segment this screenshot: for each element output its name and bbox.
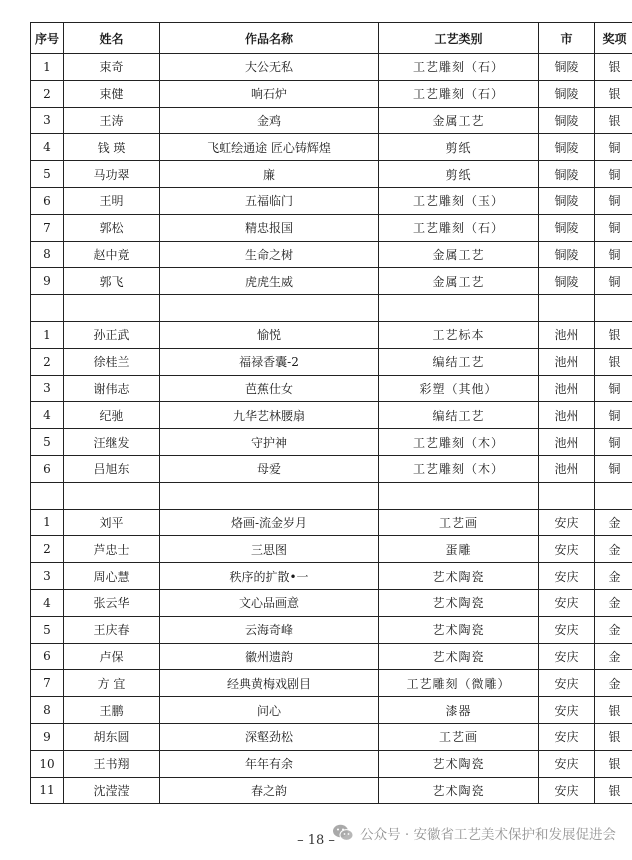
page-number: – 18 –: [297, 833, 335, 848]
cell-award: 银: [595, 80, 632, 107]
awards-table: [30, 22, 632, 804]
cell-category: 艺术陶瓷: [379, 750, 539, 777]
table-row: [31, 54, 632, 81]
cell-award: 银: [595, 348, 632, 375]
spacer-cell: [31, 482, 64, 509]
cell-city: 池州: [539, 375, 595, 402]
cell-seq: 1: [31, 54, 64, 81]
cell-category: 工艺雕刻（微雕）: [379, 670, 539, 697]
cell-name: 刘平: [64, 509, 160, 536]
spacer-cell: [64, 295, 160, 322]
cell-award: 铜: [595, 241, 632, 268]
cell-category: 编结工艺: [379, 402, 539, 429]
cell-name: 郭飞: [64, 268, 160, 295]
cell-seq: 10: [31, 750, 64, 777]
cell-award: 银: [595, 777, 632, 804]
cell-city: 铜陵: [539, 187, 595, 214]
cell-category: 金属工艺: [379, 241, 539, 268]
cell-name: 沈滢滢: [64, 777, 160, 804]
cell-seq: 6: [31, 643, 64, 670]
header-category: 工艺类别: [379, 23, 539, 54]
cell-city: 安庆: [539, 616, 595, 643]
table-row: [31, 777, 632, 804]
cell-seq: 3: [31, 375, 64, 402]
cell-seq: 9: [31, 268, 64, 295]
table-row: [31, 107, 632, 134]
watermark: [332, 823, 616, 843]
cell-work: 五福临门: [160, 187, 379, 214]
cell-work: 飞虹绘通途 匠心铸辉煌: [160, 134, 379, 161]
cell-name: 王明: [64, 187, 160, 214]
table-row: [31, 723, 632, 750]
cell-work: 金鸡: [160, 107, 379, 134]
table-row: [31, 348, 632, 375]
cell-category: 工艺雕刻（玉）: [379, 187, 539, 214]
cell-category: 艺术陶瓷: [379, 643, 539, 670]
cell-city: 安庆: [539, 643, 595, 670]
cell-work: 三思图: [160, 536, 379, 563]
cell-work: 廉: [160, 161, 379, 188]
cell-name: 束奇: [64, 54, 160, 81]
cell-name: 张云华: [64, 589, 160, 616]
watermark-text: 公众号 · 安徽省工艺美术保护和发展促进会: [360, 827, 616, 843]
cell-category: 工艺雕刻（石）: [379, 54, 539, 81]
cell-work: 响石炉: [160, 80, 379, 107]
table-row: [31, 750, 632, 777]
header-name: 姓名: [64, 23, 160, 54]
cell-award: 银: [595, 321, 632, 348]
cell-work: 文心品画意: [160, 589, 379, 616]
cell-award: 金: [595, 536, 632, 563]
spacer-cell: [379, 295, 539, 322]
cell-seq: 4: [31, 134, 64, 161]
table-row: [31, 670, 632, 697]
cell-seq: 4: [31, 589, 64, 616]
cell-city: 池州: [539, 348, 595, 375]
spacer-cell: [379, 482, 539, 509]
cell-award: 铜: [595, 402, 632, 429]
cell-work: 云海奇峰: [160, 616, 379, 643]
cell-city: 铜陵: [539, 161, 595, 188]
cell-category: 编结工艺: [379, 348, 539, 375]
cell-seq: 8: [31, 241, 64, 268]
cell-work: 问心: [160, 697, 379, 724]
cell-category: 艺术陶瓷: [379, 616, 539, 643]
cell-city: 池州: [539, 402, 595, 429]
cell-work: 福禄香囊-2: [160, 348, 379, 375]
group-spacer-row: [31, 295, 632, 322]
cell-work: 精忠报国: [160, 214, 379, 241]
cell-work: 生命之树: [160, 241, 379, 268]
cell-name: 马功翠: [64, 161, 160, 188]
cell-city: 铜陵: [539, 80, 595, 107]
cell-seq: 1: [31, 509, 64, 536]
cell-city: 铜陵: [539, 214, 595, 241]
cell-work: 母爱: [160, 455, 379, 482]
table-row: [31, 134, 632, 161]
cell-city: 安庆: [539, 563, 595, 590]
cell-award: 金: [595, 643, 632, 670]
cell-seq: 5: [31, 429, 64, 456]
cell-seq: 2: [31, 348, 64, 375]
cell-name: 钱 瑛: [64, 134, 160, 161]
cell-city: 安庆: [539, 750, 595, 777]
spacer-cell: [539, 482, 595, 509]
table-row: [31, 509, 632, 536]
cell-award: 银: [595, 54, 632, 81]
cell-award: 金: [595, 589, 632, 616]
cell-city: 安庆: [539, 589, 595, 616]
cell-name: 方 宜: [64, 670, 160, 697]
group-spacer-row: [31, 482, 632, 509]
table-row: [31, 80, 632, 107]
cell-city: 池州: [539, 429, 595, 456]
table-row: [31, 161, 632, 188]
cell-award: 银: [595, 723, 632, 750]
cell-category: 彩塑（其他）: [379, 375, 539, 402]
cell-city: 安庆: [539, 509, 595, 536]
cell-work: 深壑劲松: [160, 723, 379, 750]
cell-work: 大公无私: [160, 54, 379, 81]
cell-award: 银: [595, 107, 632, 134]
cell-city: 安庆: [539, 536, 595, 563]
cell-seq: 5: [31, 616, 64, 643]
cell-seq: 11: [31, 777, 64, 804]
spacer-cell: [160, 482, 379, 509]
cell-city: 安庆: [539, 777, 595, 804]
cell-city: 铜陵: [539, 107, 595, 134]
cell-category: 工艺标本: [379, 321, 539, 348]
cell-category: 金属工艺: [379, 107, 539, 134]
spacer-cell: [64, 482, 160, 509]
cell-name: 王鹏: [64, 697, 160, 724]
table-row: [31, 402, 632, 429]
cell-name: 芦忠士: [64, 536, 160, 563]
spacer-cell: [160, 295, 379, 322]
table-row: [31, 536, 632, 563]
cell-name: 王庆春: [64, 616, 160, 643]
cell-name: 卢保: [64, 643, 160, 670]
cell-award: 铜: [595, 429, 632, 456]
table-row: [31, 697, 632, 724]
cell-name: 束健: [64, 80, 160, 107]
cell-work: 愉悦: [160, 321, 379, 348]
table-row: [31, 268, 632, 295]
cell-name: 徐桂兰: [64, 348, 160, 375]
table-row: [31, 214, 632, 241]
cell-category: 艺术陶瓷: [379, 563, 539, 590]
cell-name: 胡东圆: [64, 723, 160, 750]
cell-seq: 4: [31, 402, 64, 429]
cell-work: 守护神: [160, 429, 379, 456]
cell-seq: 3: [31, 563, 64, 590]
cell-award: 金: [595, 563, 632, 590]
cell-city: 铜陵: [539, 241, 595, 268]
cell-category: 工艺画: [379, 723, 539, 750]
wechat-icon: [332, 824, 354, 842]
spacer-cell: [595, 482, 632, 509]
cell-work: 芭蕉仕女: [160, 375, 379, 402]
cell-category: 剪纸: [379, 134, 539, 161]
cell-city: 铜陵: [539, 134, 595, 161]
cell-award: 金: [595, 616, 632, 643]
cell-work: 九华艺林腰扇: [160, 402, 379, 429]
table-row: [31, 429, 632, 456]
cell-seq: 7: [31, 670, 64, 697]
cell-category: 工艺雕刻（石）: [379, 80, 539, 107]
table-body: [31, 54, 632, 804]
cell-seq: 9: [31, 723, 64, 750]
cell-city: 铜陵: [539, 268, 595, 295]
cell-city: 安庆: [539, 723, 595, 750]
cell-work: 经典黄梅戏剧目: [160, 670, 379, 697]
cell-category: 艺术陶瓷: [379, 777, 539, 804]
cell-award: 铜: [595, 187, 632, 214]
table-row: [31, 589, 632, 616]
spacer-cell: [595, 295, 632, 322]
cell-seq: 6: [31, 187, 64, 214]
cell-seq: 5: [31, 161, 64, 188]
cell-award: 银: [595, 750, 632, 777]
cell-name: 纪驰: [64, 402, 160, 429]
cell-category: 工艺雕刻（木）: [379, 455, 539, 482]
cell-seq: 3: [31, 107, 64, 134]
table-row: [31, 455, 632, 482]
cell-work: 秩序的扩散•一: [160, 563, 379, 590]
cell-name: 王涛: [64, 107, 160, 134]
cell-seq: 2: [31, 80, 64, 107]
spacer-cell: [539, 295, 595, 322]
cell-award: 铜: [595, 268, 632, 295]
spacer-cell: [31, 295, 64, 322]
table-row: [31, 375, 632, 402]
cell-award: 金: [595, 509, 632, 536]
cell-category: 蛋雕: [379, 536, 539, 563]
table-row: [31, 187, 632, 214]
header-award: 奖项: [595, 23, 632, 54]
cell-name: 吕旭东: [64, 455, 160, 482]
header-work: 作品名称: [160, 23, 379, 54]
table-row: [31, 241, 632, 268]
cell-name: 王书翔: [64, 750, 160, 777]
cell-award: 银: [595, 697, 632, 724]
cell-award: 铜: [595, 375, 632, 402]
cell-name: 谢伟志: [64, 375, 160, 402]
cell-name: 周心慧: [64, 563, 160, 590]
cell-award: 铜: [595, 455, 632, 482]
header-city: 市: [539, 23, 595, 54]
cell-work: 春之韵: [160, 777, 379, 804]
cell-category: 工艺画: [379, 509, 539, 536]
table-header-row: [31, 23, 632, 54]
header-seq: 序号: [31, 23, 64, 54]
table-row: [31, 643, 632, 670]
cell-seq: 1: [31, 321, 64, 348]
cell-name: 赵中竟: [64, 241, 160, 268]
cell-work: 年年有余: [160, 750, 379, 777]
cell-name: 汪继发: [64, 429, 160, 456]
cell-category: 工艺雕刻（石）: [379, 214, 539, 241]
cell-seq: 6: [31, 455, 64, 482]
cell-city: 池州: [539, 321, 595, 348]
cell-work: 虎虎生威: [160, 268, 379, 295]
cell-name: 郭松: [64, 214, 160, 241]
cell-category: 艺术陶瓷: [379, 589, 539, 616]
cell-city: 铜陵: [539, 54, 595, 81]
cell-work: 徽州遗韵: [160, 643, 379, 670]
cell-city: 安庆: [539, 697, 595, 724]
cell-category: 工艺雕刻（木）: [379, 429, 539, 456]
cell-city: 安庆: [539, 670, 595, 697]
cell-category: 漆器: [379, 697, 539, 724]
table-row: [31, 616, 632, 643]
cell-award: 铜: [595, 161, 632, 188]
cell-work: 烙画-流金岁月: [160, 509, 379, 536]
cell-city: 池州: [539, 455, 595, 482]
cell-seq: 8: [31, 697, 64, 724]
cell-award: 铜: [595, 134, 632, 161]
cell-seq: 2: [31, 536, 64, 563]
cell-award: 金: [595, 670, 632, 697]
table-row: [31, 321, 632, 348]
cell-award: 铜: [595, 214, 632, 241]
cell-category: 剪纸: [379, 161, 539, 188]
cell-name: 孙正武: [64, 321, 160, 348]
cell-category: 金属工艺: [379, 268, 539, 295]
cell-seq: 7: [31, 214, 64, 241]
table-row: [31, 563, 632, 590]
